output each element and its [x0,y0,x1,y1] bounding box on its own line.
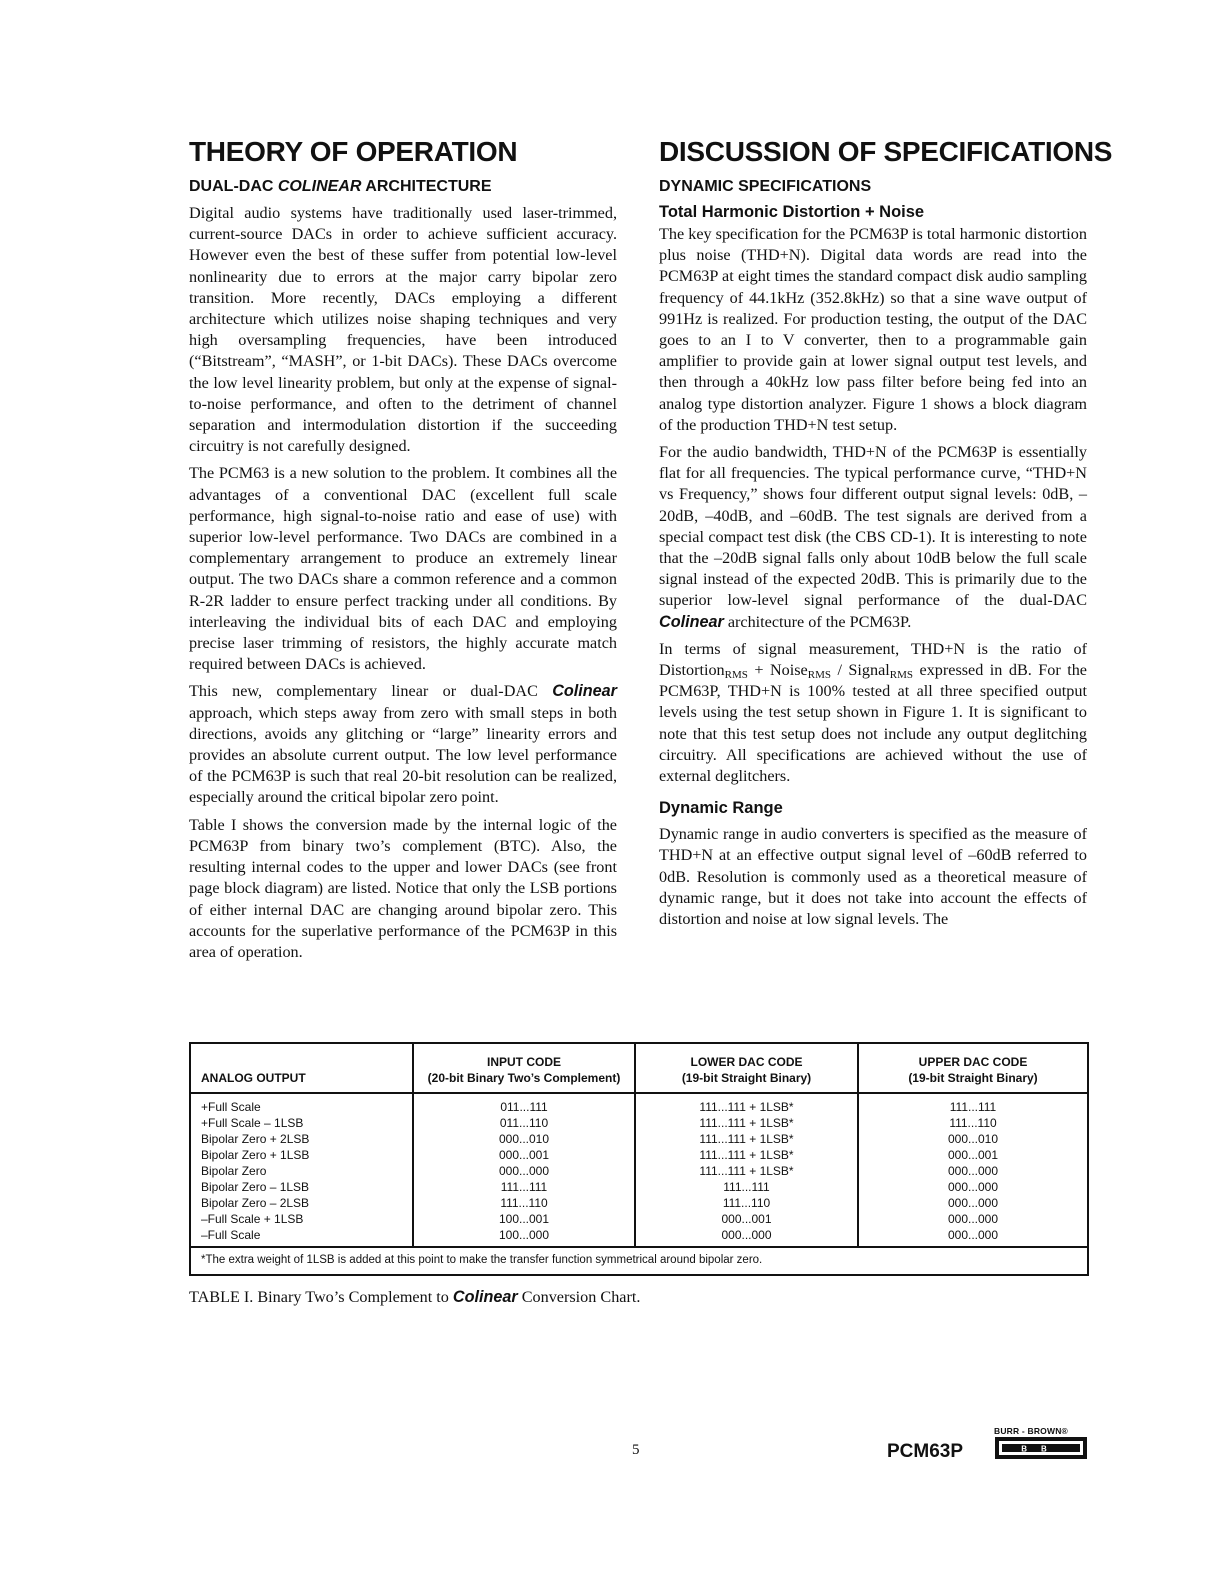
table-footnote: *The extra weight of 1LSB is added at this point to make the transfer function symmetrical around bipolar zero. [191,1246,1087,1274]
table-cell: 000...000 [635,1227,858,1246]
table-cell: 100...000 [413,1227,635,1246]
colinear-brand: Colinear [552,682,617,701]
table-cell: 011...111 [413,1093,635,1115]
table-cell: 000...001 [635,1211,858,1227]
table-cell: 111...110 [635,1195,858,1211]
right-column [659,136,1113,936]
table-cell: +Full Scale – 1LSB [191,1115,413,1131]
table-cell: 000...000 [947,1164,999,1178]
paragraph: Table I shows the conversion made by the internal logic of the PCM63P from binary two’s complement (BTC). Also, the resulting internal codes to the upper and lower DACs (see front page block diagram) are listed. Notice that only the LSB portions of either internal DAC are changing around bipolar zero. This accounts for the superlative performance of the PCM63P in this area of operation. [189,815,617,961]
table-cell: 111...111 + 1LSB* [635,1147,858,1163]
thd-heading: Total Harmonic Distortion + Noise [659,203,925,221]
paragraph: Digital audio systems have traditionally used laser-trimmed, current-source DACs in order to achieve sufficient accuracy. However even the best of these suffer from potential low-level nonlinearity due to errors at the major carry bipolar zero transition. More recently, DACs employing a different architecture which utilizes noise shaping techniques and very high oversampling frequencies, have been introduced (“Bitstream”, “MASH”, or 1-bit DACs). These DACs overcome the low level linearity problem, but only at the expense of signal-to-noise performance, and often to the detriment of channel separation and intermodulation distortion if the succeeding circuitry is not carefully designed. [189,204,617,456]
table-row [191,1195,1087,1211]
paragraph: The key specification for the PCM63P is total harmonic distortion plus noise (THD+N). Digital data words are read into the PCM63P at eight times the standard compact disk audio sampling frequency of 44.1kHz (352.8kHz) so that a sine wave output of 991Hz is realized. For production testing, the output of the DAC goes to an I to V converter, then to a programmable gain amplifier to provide gain at lower signal output test levels, and then through a 40kHz low pass filter before being fed into an analog type distortion analyzer. Figure 1 shows a block diagram of the production THD+N test setup. [659,225,1087,434]
left-column [189,136,617,969]
table-cell: 000...000 [947,1212,999,1226]
colinear-brand: COLINEAR [277,178,362,195]
architecture-heading: DUAL-DAC COLINEAR ARCHITECTURE [189,178,492,195]
table-cell: 111...111 [635,1179,858,1195]
table-cell: 100...001 [413,1211,635,1227]
paragraph: In terms of signal measurement, THD+N is the ratio of Distortion$_{RMS}$ + Noise$_{RMS}$ / Signal$_{RMS}$ expressed in dB. For the PCM63P, THD+N is 100% tested at all three specified output levels using the test setup shown in Figure 1. It is significant to note that this test setup does not include any output deglitching circuitry. All specifications are achieved without the use of external deglitchers. [659,639,1087,786]
table-cell: 000...000 [947,1196,999,1210]
table-cell: 000...000 [947,1180,999,1194]
table-cell: 111...111 + 1LSB* [635,1093,858,1115]
table-header-row [191,1044,1087,1093]
burr-brown-logo [995,1437,1087,1459]
logo-text: BB [1021,1444,1061,1454]
table-cell: +Full Scale [191,1093,413,1115]
part-number: PCM63P [887,1441,964,1462]
table-cell: Bipolar Zero + 1LSB [191,1147,413,1163]
paragraph: For the audio bandwidth, THD+N of the PCM63P is essentially flat for all frequencies. The typical performance curve, “THD+N vs Frequency,” shows four different output signal levels: 0dB, –20dB, –40dB, and –60dB. The test signals are derived from a special compact test disk (the CBS CD-1). It is interesting to note that the –20dB signal falls only about 10dB below the full scale signal instead of the expected 20dB. This is primarily due to the superior low-level signal performance of the dual-DAC Colinear architecture of the PCM63P. [659,443,1087,631]
specifications-title: DISCUSSION OF SPECIFICATIONS [659,136,1113,167]
table-cell: 111...111 + 1LSB* [635,1131,858,1147]
table-caption: TABLE I. Binary Two’s Complement to Colinear Conversion Chart. [189,1288,641,1306]
table-row [191,1227,1087,1246]
table-cell: Bipolar Zero – 2LSB [191,1195,413,1211]
dynamic-range-heading: Dynamic Range [659,799,783,818]
table-row [191,1093,1087,1115]
header-analog-output: ANALOG OUTPUT [191,1044,413,1093]
table-cell: Bipolar Zero + 2LSB [191,1131,413,1147]
table-cell: 111...111 [949,1100,997,1114]
colinear-brand: Colinear [452,1288,518,1306]
table-cell: 011...110 [413,1115,635,1131]
table-cell: 000...001 [413,1147,635,1163]
table-cell: Bipolar Zero – 1LSB [191,1179,413,1195]
paragraph: This new, complementary linear or dual-DAC Colinear approach, which steps away from zero with small steps in both directions, avoids any glitching or “large” linearity errors and provides an absolute current output. The low level performance of the PCM63P is such that real 20-bit resolution can be realized, especially around the critical bipolar zero point. [189,682,617,807]
table-cell: 111...110 [949,1116,997,1130]
header-upper-dac-code: UPPER DAC CODE (19-bit Straight Binary) [858,1044,1087,1093]
header-input-code: INPUT CODE (20-bit Binary Two’s Complement) [413,1044,635,1093]
table-row [191,1179,1087,1195]
table-cell: Bipolar Zero [191,1163,413,1179]
colinear-brand: Colinear [659,612,724,631]
dynamic-specs-heading: DYNAMIC SPECIFICATIONS [659,178,872,195]
table-row [191,1115,1087,1131]
table-cell: 000...010 [413,1131,635,1147]
table-cell: 111...111 + 1LSB* [635,1163,858,1179]
theory-title: THEORY OF OPERATION [189,136,518,167]
table-cell: 000...000 [947,1228,999,1242]
paragraph: Dynamic range in audio converters is specified as the measure of THD+N at an effective output signal level of –60dB referred to 0dB. Resolution is commonly used as a theoretical measure of dynamic range, but it does not take into account the effects of distortion and noise at low signal levels. The [659,825,1087,929]
table-row [191,1147,1087,1163]
table-cell: 000...010 [947,1132,999,1146]
table-cell: –Full Scale [191,1227,413,1246]
table-cell: 000...000 [413,1163,635,1179]
page-number: 5 [632,1442,640,1458]
header-lower-dac-code: LOWER DAC CODE (19-bit Straight Binary) [635,1044,858,1093]
table-row [191,1163,1087,1179]
table-row [191,1131,1087,1147]
table-row [191,1211,1087,1227]
brand-name: BURR - BROWN® [994,1426,1069,1436]
table-cell: –Full Scale + 1LSB [191,1211,413,1227]
table-cell: 000...001 [947,1148,999,1162]
paragraph: The PCM63 is a new solution to the problem. It combines all the advantages of a conventional DAC (excellent full scale performance, high signal-to-noise ratio and ease of use) with superior low-level performance. Two DACs are combined in a complementary arrangement to produce an extremely linear output. The two DACs share a common reference and a common R-2R ladder to ensure perfect tracking under all conditions. By interleaving the individual bits of each DAC and employing precise laser trimming of resistors, the highly accurate match required between DACs is achieved. [189,464,617,674]
table-cell: 111...111 [413,1179,635,1195]
conversion-table [189,1042,1089,1276]
table-cell: 111...110 [413,1195,635,1211]
table-cell: 111...111 + 1LSB* [635,1115,858,1131]
